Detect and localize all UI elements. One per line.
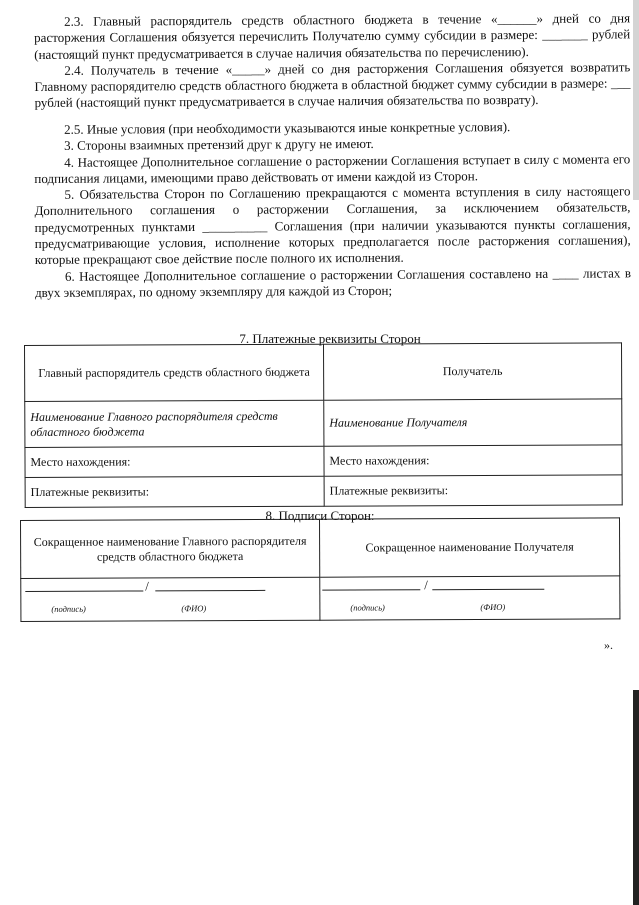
signature-line xyxy=(322,589,420,590)
name-line xyxy=(432,589,544,590)
location-recipient: Место нахождения: xyxy=(324,445,622,476)
caption-name: (ФИО) xyxy=(480,601,506,612)
slash-separator: / xyxy=(424,577,428,593)
header-recipient: Получатель xyxy=(323,343,621,400)
header-short-name-recipient: Сокращенное наименование Получателя xyxy=(319,518,619,577)
caption-signature: (подпись) xyxy=(350,602,385,613)
closing-quote: ». xyxy=(604,638,613,652)
name-main-distributor: Наименование Главного распорядителя средств областного бюджета xyxy=(25,400,324,447)
location-main-distributor: Место нахождения: xyxy=(25,446,324,477)
section-8-title: 8. Подписи Сторон: xyxy=(265,508,375,523)
scan-edge-shadow xyxy=(633,0,639,200)
clause-2-5: 2.5. Иные условия (при необходимости указываются иные конкретные условия). xyxy=(63,119,511,137)
payment-details-main-distributor: Платежные реквизиты: xyxy=(25,476,324,507)
caption-signature: (подпись) xyxy=(51,603,86,614)
clause-6: 6. Настоящее Дополнительное соглашение о расторжении Соглашения составлено на ____ листах в двух экземплярах, по одному экземпляру для каждой из Сторон; xyxy=(34,265,631,300)
clause-2-3: 2.3. Главный распорядитель средств областного бюджета в течение «______» дней со дня расторжения Соглашения обязуется перечислить Получателю сумму субсидии в размере: _______ рублей (настоящий пункт предусматривается в случае наличия обязательства по перечислению). xyxy=(34,10,631,62)
signature-line xyxy=(25,590,143,592)
name-recipient: Наименование Получателя xyxy=(324,399,622,446)
slash-separator: / xyxy=(145,578,149,594)
payment-details-table xyxy=(24,342,623,508)
section-7-title: 7. Платежные реквизиты Сторон xyxy=(239,331,421,346)
scan-edge-shadow-bottom xyxy=(633,690,639,905)
signature-cell-recipient xyxy=(320,576,620,620)
signature-cell-distributor xyxy=(21,577,320,621)
clause-3: 3. Стороны взаимных претензий друг к другу не имеют. xyxy=(64,136,374,154)
caption-name: (ФИО) xyxy=(181,603,207,614)
clauses-2-3-2-4 xyxy=(34,10,631,111)
name-line xyxy=(155,590,265,591)
signatures-table xyxy=(20,517,620,622)
clause-4: 4. Настоящее Дополнительное соглашение о расторжении Соглашения вступает в силу с момента его подписания лицами, имеющими право действовать от имени каждой из Сторон. xyxy=(34,150,631,186)
clause-2-4: 2.4. Получатель в течение «_____» дней со дня расторжения Соглашения обязуется возвратить Главному распорядителю средств областного бюджета в областной бюджет сумму субсидии в размере: ___ рублей (настоящий пункт предусматривается в случае наличия обязательства по возврату). xyxy=(34,59,631,111)
header-short-name-distributor: Сокращенное наименование Главного распорядителя средств областного бюджета xyxy=(21,519,320,578)
payment-details-recipient: Платежные реквизиты: xyxy=(324,475,622,506)
clauses-2-5-to-6 xyxy=(34,118,631,301)
header-main-distributor: Главный распорядитель средств областного бюджета xyxy=(25,344,324,401)
clause-5: 5. Обязательства Сторон по Соглашению прекращаются с момента вступления в силу настоящего Дополнительного соглашения о расторжении Соглашения, за исключением обязательств, предусмотренных пунктами __________ Соглашения (при наличии указываются пункты соглашения, предусматривающие условия, исполнение которых предполагается после расторжения соглашения), которые прекращают свое действие после полного их исполнения. xyxy=(34,183,631,268)
